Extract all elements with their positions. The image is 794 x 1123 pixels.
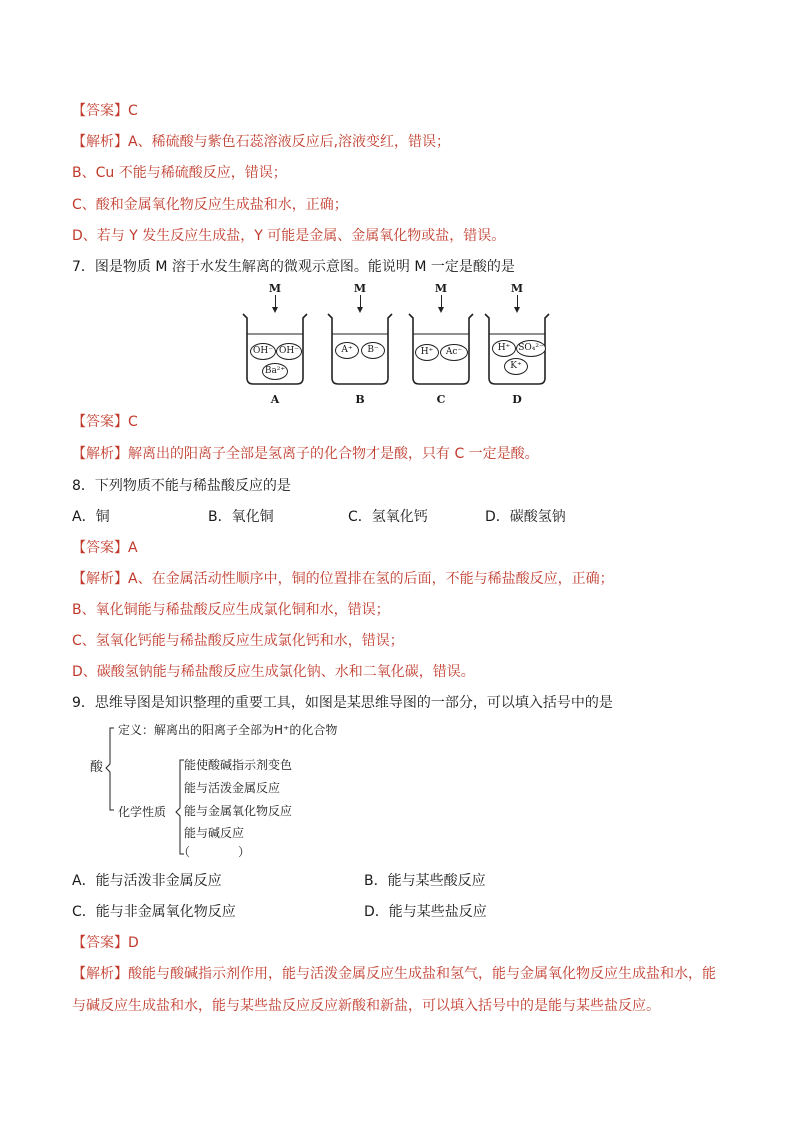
- ion: H⁺: [492, 340, 516, 357]
- option-a: A．能与活泼非金属反应: [72, 873, 222, 889]
- ion: K⁺: [504, 358, 528, 375]
- answer-line-6: [72, 101, 138, 121]
- answer-line-9: [72, 933, 139, 953]
- answer-tag: 【答案】: [72, 414, 128, 430]
- m-label: M: [510, 282, 524, 295]
- answer-value: A: [128, 540, 138, 556]
- arrow-icon: [517, 295, 518, 309]
- answer-line-8: [72, 538, 138, 558]
- explanation-text: A、稀硫酸与紫色石蕊溶液反应后,溶液变红，错误；: [128, 134, 451, 150]
- beaker-b: [326, 312, 394, 386]
- mindmap-root: 酸: [90, 760, 104, 775]
- ion: OH⁻: [250, 343, 276, 360]
- option-d: D．能与某些盐反应: [364, 904, 487, 920]
- option-b: B．能与某些酸反应: [364, 873, 486, 889]
- option-d: D．碳酸氢钠: [485, 509, 566, 525]
- answer-tag: 【答案】: [72, 103, 128, 119]
- explanation-line-6: [72, 132, 450, 152]
- arrow-icon: [275, 295, 276, 309]
- ion: OH⁻: [276, 343, 302, 360]
- beaker-label: C: [436, 393, 446, 406]
- question-7: 7．图是物质 M 溶于水发生解离的微观示意图。能说明 M 一定是酸的是: [72, 259, 515, 275]
- explanation-tag: 【解析】: [72, 446, 128, 462]
- explanation-text: 酸能与酸碱指示剂作用，能与活泼金属反应生成盐和氢气，能与金属氧化物反应生成盐和水，能: [128, 966, 716, 982]
- answer-line-7: [72, 412, 138, 432]
- explanation-line: C、氢氧化钙能与稀盐酸反应生成氯化钙和水，错误；: [72, 633, 404, 649]
- mind-map: [88, 720, 388, 860]
- mindmap-blank: （ ）: [178, 845, 251, 859]
- option-b: B．氧化铜: [208, 509, 274, 525]
- m-label: M: [268, 282, 282, 295]
- beaker-d: [483, 312, 551, 386]
- beaker-label: D: [512, 393, 522, 406]
- explanation-line: D、若与 Y 发生反应生成盐，Y 可能是金属、金属氧化物或盐，错误。: [72, 228, 506, 244]
- ion: B⁻: [361, 342, 385, 359]
- explanation-line-9: [72, 964, 716, 984]
- answer-tag: 【答案】: [72, 540, 128, 556]
- ion: H⁺: [415, 344, 439, 361]
- mindmap-property: 能与金属氧化物反应: [184, 804, 293, 818]
- explanation-line-8: [72, 569, 614, 589]
- explanation-line: 与碱反应生成盐和水，能与某些盐反应反应新酸和新盐，可以填入括号中的是能与某些盐反应。: [72, 998, 660, 1014]
- mindmap-branch: 化学性质: [118, 805, 167, 819]
- answer-tag: 【答案】: [72, 935, 128, 951]
- explanation-line: D、碳酸氢钠能与稀盐酸反应生成氯化钠、水和二氧化碳，错误。: [72, 664, 475, 680]
- m-label: M: [353, 282, 367, 295]
- explanation-text: A、在金属活动性顺序中，铜的位置排在氢的后面，不能与稀盐酸反应，正确；: [128, 571, 614, 587]
- mindmap-property: 能与碱反应: [184, 826, 245, 840]
- explanation-line: C、酸和金属氧化物反应生成盐和水，正确；: [72, 197, 348, 213]
- beaker-label: A: [270, 393, 280, 406]
- arrow-icon: [441, 295, 442, 309]
- explanation-line: B、氧化铜能与稀盐酸反应生成氯化铜和水，错误；: [72, 602, 390, 618]
- ion: Ba²⁺: [262, 363, 288, 380]
- ion: A⁺: [335, 342, 359, 359]
- beaker-a: [241, 312, 309, 386]
- question-9: 9．思维导图是知识整理的重要工具，如图是某思维导图的一部分，可以填入括号中的是: [72, 695, 613, 711]
- answer-value: C: [128, 103, 138, 119]
- mindmap-definition: 定义：解离出的阳离子全部为H⁺的化合物: [118, 723, 338, 737]
- mindmap-property: 能与活泼金属反应: [184, 781, 281, 795]
- ion: SO₄²⁻: [516, 340, 546, 357]
- explanation-tag: 【解析】: [72, 571, 128, 587]
- answer-value: C: [128, 414, 138, 430]
- explanation-line: B、Cu 不能与稀硫酸反应，错误；: [72, 165, 287, 181]
- m-label: M: [434, 282, 448, 295]
- option-c: C．能与非金属氧化物反应: [72, 904, 236, 920]
- arrow-icon: [360, 295, 361, 309]
- mindmap-property: 能使酸碱指示剂变色: [184, 758, 293, 772]
- explanation-tag: 【解析】: [72, 134, 128, 150]
- ion: Ac⁻: [440, 344, 468, 361]
- beaker-label: B: [355, 393, 365, 406]
- beaker-c: [407, 312, 475, 386]
- explanation-line-7: [72, 444, 539, 464]
- question-8: 8．下列物质不能与稀盐酸反应的是: [72, 478, 291, 494]
- option-a: A．铜: [72, 509, 110, 525]
- explanation-tag: 【解析】: [72, 966, 128, 982]
- option-c: C．氢氧化钙: [348, 509, 428, 525]
- answer-value: D: [128, 935, 139, 951]
- explanation-text: 解离出的阳离子全部是氢离子的化合物才是酸，只有 C 一定是酸。: [128, 446, 539, 462]
- figure-beakers: [236, 282, 566, 407]
